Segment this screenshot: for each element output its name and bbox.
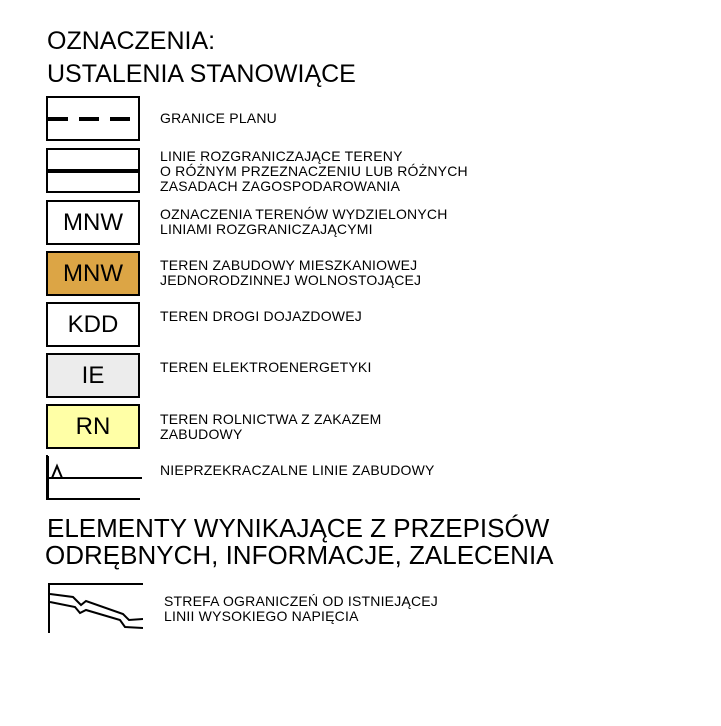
legend-item-label: TEREN DROGI DOJAZDOWEJ: [160, 308, 362, 324]
dashed-line-symbol: [46, 96, 140, 141]
legend-subtitle: USTALENIA STANOWIĄCE: [47, 60, 356, 88]
code-box-mnw: MNW: [46, 200, 140, 245]
legend-title: OZNACZENIA:: [47, 27, 216, 55]
legend-item-label: TEREN ELEKTROENERGETYKI: [160, 359, 372, 375]
legend-item-label: TEREN ROLNICTWA Z ZAKAZEM ZABUDOWY: [160, 411, 382, 442]
legend-item-label: STREFA OGRANICZEŃ OD ISTNIEJĄCEJ LINII WYSOKIEGO NAPIĘCIA: [164, 593, 438, 624]
legend-item-label: NIEPRZEKRACZALNE LINIE ZABUDOWY: [160, 462, 435, 478]
code-box-ie: IE: [46, 353, 140, 398]
zigzag-band-symbol: [48, 583, 143, 633]
legend-item-label: TEREN ZABUDOWY MIESZKANIOWEJ JEDNORODZINNEJ WOLNOSTOJĄCEJ: [160, 257, 422, 288]
code-box-rn: RN: [46, 404, 140, 449]
section2-title-line1: ELEMENTY WYNIKAJĄCE Z PRZEPISÓW: [47, 513, 550, 543]
legend-item-label: LINIE ROZGRANICZAJĄCE TERENY O RÓŻNYM PRZEZNACZENIU LUB RÓŻNYCH ZASADACH ZAGOSPODAROWANIA: [160, 148, 468, 194]
legend-item-label: GRANICE PLANU: [160, 110, 277, 126]
solid-line-symbol: [46, 148, 140, 193]
legend-item-label: OZNACZENIA TERENÓW WYDZIELONYCH LINIAMI ROZGRANICZAJĄCYMI: [160, 206, 448, 237]
code-box-mnw-residential: MNW: [46, 251, 140, 296]
section2-title-line2: ODRĘBNYCH, INFORMACJE, ZALECENIA: [45, 540, 554, 570]
triangle-line-symbol: [46, 455, 140, 500]
code-box-kdd: KDD: [46, 302, 140, 347]
